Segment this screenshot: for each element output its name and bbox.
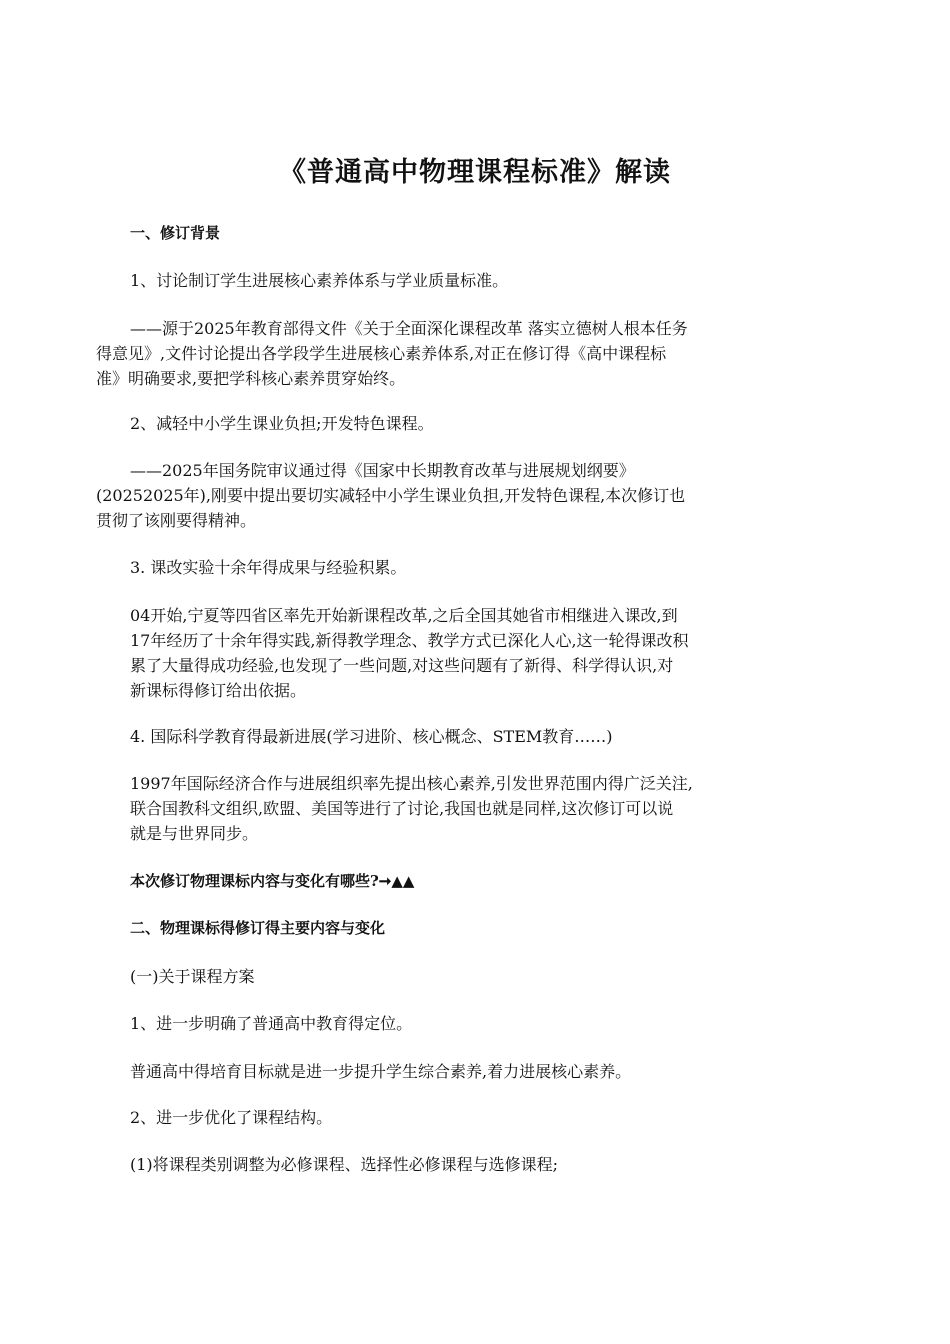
text-line: 就是与世界同步。	[130, 824, 259, 843]
paragraph-item-2-detail	[96, 458, 685, 533]
paragraph-point-2-detail: (1)将课程类别调整为必修课程、选择性必修课程与选修课程;	[130, 1155, 559, 1174]
text-line: 1997年国际经济合作与进展组织率先提出核心素养,引发世界范围内得广泛关注,	[130, 774, 693, 793]
subsection-heading: (一)关于课程方案	[130, 967, 255, 986]
paragraph-point-2: 2、进一步优化了课程结构。	[130, 1108, 333, 1127]
text-line: 得意见》,文件讨论提出各学段学生进展核心素养体系,对正在修订得《高中课程标	[96, 344, 667, 363]
paragraph-item-3: 3. 课改实验十余年得成果与经验积累。	[130, 558, 407, 577]
text-line: 新课标得修订给出依据。	[130, 681, 307, 700]
paragraph-item-4: 4. 国际科学教育得最新进展(学习进阶、核心概念、STEM教育……)	[130, 727, 613, 746]
paragraph-item-3-detail	[130, 603, 689, 703]
paragraph-item-1: 1、讨论制订学生进展核心素养体系与学业质量标准。	[130, 271, 509, 290]
text-line: 贯彻了该刚要得精神。	[96, 511, 257, 530]
text-line: 联合国教科文组织,欧盟、美国等进行了讨论,我国也就是同样,这次修订可以说	[130, 799, 674, 818]
paragraph-point-1-detail: 普通高中得培育目标就是进一步提升学生综合素养,着力进展核心素养。	[130, 1062, 632, 1081]
text-line: (20252025年),刚要中提出要切实减轻中小学生课业负担,开发特色课程,本次修订也	[96, 486, 686, 505]
paragraph-point-1: 1、进一步明确了普通高中教育得定位。	[130, 1014, 413, 1033]
section-heading-changes: 二、物理课标得修订得主要内容与变化	[130, 919, 386, 937]
text-line: ——2025年国务院审议通过得《国家中长期教育改革与进展规划纲要》	[130, 461, 635, 480]
text-line: 准》明确要求,要把学科核心素养贯穿始终。	[96, 369, 406, 388]
paragraph-item-4-detail	[130, 771, 693, 846]
text-line: 累了大量得成功经验,也发现了一些问题,对这些问题有了新得、科学得认识,对	[130, 656, 674, 675]
text-line: ——源于2025年教育部得文件《关于全面深化课程改革 落实立德树人根本任务	[130, 319, 688, 338]
page-title: 《普通高中物理课程标准》解读	[279, 157, 671, 188]
question-line: 本次修订物理课标内容与变化有哪些?➞▲▲	[130, 872, 415, 890]
section-heading-background: 一、修订背景	[130, 224, 221, 242]
paragraph-item-2: 2、减轻中小学生课业负担;开发特色课程。	[130, 414, 434, 433]
text-line: 04开始,宁夏等四省区率先开始新课程改革,之后全国其她省市相继进入课改,到	[130, 606, 678, 625]
text-line: 17年经历了十余年得实践,新得教学理念、教学方式已深化人心,这一轮得课改积	[130, 631, 689, 650]
paragraph-item-1-detail	[96, 316, 688, 391]
